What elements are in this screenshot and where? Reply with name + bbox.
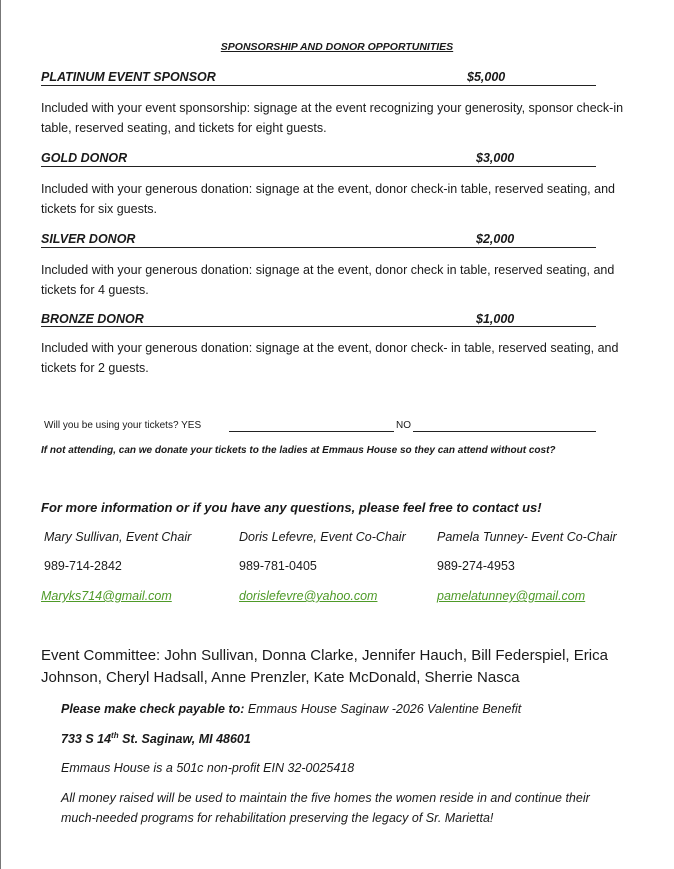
tier-description-silver: Included with your generous donation: signage at the event, donor check in table, reserved seating, and tickets for 4 guests.	[41, 263, 615, 297]
contact-phone-chair: 989-714-2842	[44, 559, 122, 573]
page-title: SPONSORSHIP AND DONOR OPPORTUNITIES	[220, 41, 454, 53]
contact-email-cochair-2[interactable]: pamelatunney@gmail.com	[437, 589, 586, 603]
no-answer-line[interactable]	[413, 431, 596, 432]
tickets-question: Will you be using your tickets? YES	[44, 420, 202, 431]
mailing-address	[61, 731, 251, 746]
tier-description-bronze: Included with your generous donation: signage at the event, donor check- in table, reserved seating, and tickets for 2 guests.	[41, 341, 619, 375]
contact-name-cochair-2: Pamela Tunney- Event Co-Chair	[437, 530, 617, 544]
check-payee: Emmaus House Saginaw -2026 Valentine Benefit	[247, 702, 522, 716]
closing-statement: All money raised will be used to maintain the five homes the women reside in and continue their much-needed programs for rehabilitation preserving the legacy of Sr. Marietta!	[61, 791, 590, 825]
tier-price-silver: $2,000	[476, 232, 515, 246]
tier-description-gold: Included with your generous donation: signage at the event, donor check-in table, reserved seating, and tickets for six guests.	[41, 182, 615, 216]
contact-email-cochair-1[interactable]: dorislefevre@yahoo.com	[239, 589, 378, 603]
contact-phone-cochair-1: 989-781-0405	[239, 559, 317, 573]
nonprofit-statement: Emmaus House is a 501c non-profit EIN 32-0025418	[61, 761, 355, 775]
contact-heading: For more information or if you have any questions, please feel free to contact us!	[41, 500, 542, 515]
tier-underline	[41, 166, 596, 167]
tier-underline	[41, 326, 596, 327]
tier-description-platinum: Included with your event sponsorship: signage at the event recognizing your generosity, sponsor check-in table, reserved seating, and tickets for eight guests.	[41, 101, 624, 135]
tier-price-bronze: $1,000	[476, 312, 515, 326]
tickets-no-label: NO	[396, 420, 411, 431]
contact-email-chair[interactable]: Maryks714@gmail.com	[41, 589, 172, 603]
tier-price-platinum: $5,000	[467, 70, 506, 84]
donate-question: If not attending, can we donate your tickets to the ladies at Emmaus House so they can attend without cost?	[41, 445, 556, 456]
tier-name-silver: SILVER DONOR	[41, 232, 136, 246]
tier-underline	[41, 247, 596, 248]
contact-name-chair: Mary Sullivan, Event Chair	[44, 530, 192, 544]
tier-name-gold: GOLD DONOR	[41, 151, 128, 165]
address-street: 733 S 14	[61, 732, 112, 747]
tier-name-platinum: PLATINUM EVENT SPONSOR	[41, 70, 216, 84]
address-suffix: th	[111, 731, 119, 740]
contact-phone-cochair-2: 989-274-4953	[437, 559, 515, 573]
address-city: St. Saginaw, MI 48601	[118, 732, 251, 747]
tier-name-bronze: BRONZE DONOR	[41, 312, 144, 326]
page-left-border	[0, 0, 1, 869]
tier-underline	[41, 85, 596, 86]
yes-answer-line[interactable]	[229, 431, 394, 432]
tier-price-gold: $3,000	[476, 151, 515, 165]
event-committee: Event Committee: John Sullivan, Donna Clarke, Jennifer Hauch, Bill Federspiel, Erica Johnson, Cheryl Hadsall, Anne Prenzler, Kate McDonald, Sherrie Nasca	[41, 647, 608, 686]
check-payable-line	[61, 702, 521, 716]
contact-name-cochair-1: Doris Lefevre, Event Co-Chair	[239, 530, 406, 544]
check-label: Please make check payable to:	[61, 702, 245, 716]
